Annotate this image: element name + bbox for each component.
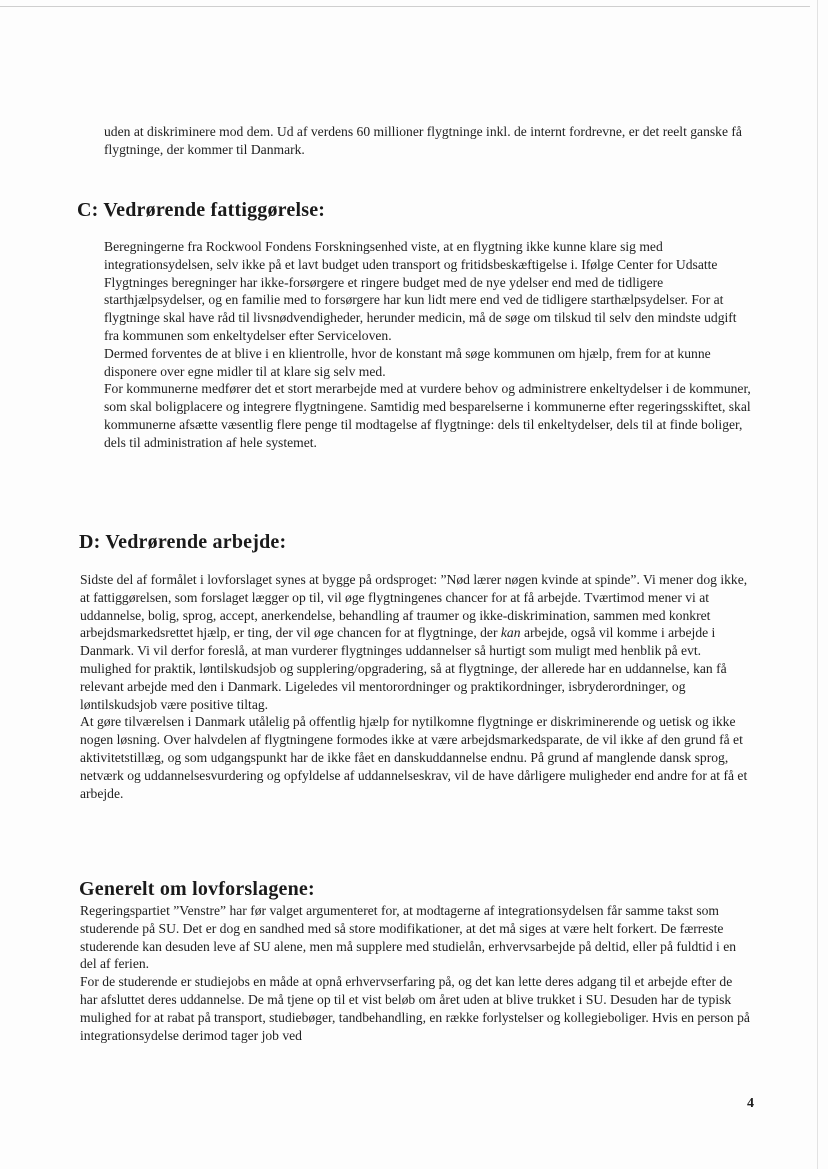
section-general-paragraph-1: Regeringspartiet ”Venstre” har før valget argumenteret for, at modtagerne af integrationsydelsen får samme takst som studerende på SU. Det er dog en sandhed med så store modifikationer, at det må siges at være helt forkert. De færreste studerende kan desuden leve af SU alene, men må supplere med studielån, erhvervsarbejde på deltid, eller på fuldtid i en del af ferien. xyxy=(80,903,737,972)
section-d-paragraph-2: At gøre tilværelsen i Danmark utålelig på offentlig hjælp for nytilkomne flygtninge er diskriminerende og uetisk og ikke nogen løsning. Over halvdelen af flygtningene formodes ikke at være arbejdsmarkedsparate, de vil ikke af den grund få et aktivitetstillæg, og som udgangspunkt har de ikke fået en danskuddannelse endnu. På grund af manglende dansk sprog, netværk og uddannelsesvurdering og opfyldelse af uddannelseskrav, vil de have dårligere muligheder end andre for at få et arbejde. xyxy=(80,714,748,801)
page-number: 4 xyxy=(747,1096,754,1111)
section-general-body xyxy=(80,902,752,1044)
section-c-paragraph-1: Beregningerne fra Rockwool Fondens Forskningsenhed viste, at en flygtning ikke kunne klare sig med integrationsydelsen, selv ikke på et lavt budget uden transport og fritidsbeskæftigelse i. Ifølge Center for Udsatte Flygtninges beregninger har ikke-forsørgere et ringere budget med de nye ydelser end med de tidligere starthjælpsydelser, og en familie med to forsørgere har kun lidt mere end ved de tidligere starthælpsydelser. For at flygtninge skal have råd til livsnødvendigheder, herunder medicin, må de søge om tilskud til selv den mindste udgift fra kommunen som enkeltydelser efter Serviceloven. xyxy=(104,239,737,343)
section-d-body xyxy=(80,571,752,802)
section-d-emphasis-kan: kan xyxy=(500,625,521,641)
intro-paragraph: uden at diskriminere mod dem. Ud af verdens 60 millioner flygtninge inkl. de internt fordrevne, er det reelt ganske få flygtninge, der kommer til Danmark. xyxy=(104,124,742,157)
section-c-paragraph-2: Dermed forventes de at blive i en klientrolle, hvor de konstant må søge kommunen om hjælp, frem for at kunne disponere over egne midler til at klare sig selv med. xyxy=(104,345,711,379)
section-general-heading: Generelt om lovforslagene: xyxy=(79,878,315,900)
scan-edge-top xyxy=(0,6,810,7)
section-d-paragraph-1-part-b: arbejde, også vil komme i arbejde i Danmark. Vi vil derfor foreslå, at man vurderer flygtninges uddannelser så hurtigt som muligt med henblik på evt. mulighed for praktik, løntilskudsjob og supplering/opgradering, så at flygtninge, der allerede har en uddannelse, kan få relevant arbejde med den i Danmark. Ligeledes vil mentorordninger og praktikordninger, isbryderordninger, og løntilskudsjob være positive tiltag. xyxy=(80,625,727,712)
section-d-paragraph-1 xyxy=(80,571,752,713)
section-c-body xyxy=(104,238,754,452)
section-c-paragraph-3: For kommunerne medfører det et stort merarbejde med at vurdere behov og administrere enkeltydelser i de kommuner, som skal boligplacere og integrere flygtningene. Samtidig med besparelserne i kommunerne efter regeringsskiftet, skal kommunerne afsætte væsentlig flere penge til modtagelse af flygtninge: dels til enkeltydelser, dels til at finde boliger, dels til administration af hele systemet. xyxy=(104,381,751,450)
section-c-heading: C: Vedrørende fattiggørelse: xyxy=(77,199,326,221)
section-d-heading: D: Vedrørende arbejde: xyxy=(79,531,287,553)
section-general-paragraph-2: For de studerende er studiejobs en måde at opnå erhvervserfaring på, og det kan lette deres adgang til et arbejde efter de har afsluttet deres uddannelse. De må tjene op til et vist beløb om året uden at blive trukket i SU. Desuden har de typisk mulighed for at rabat på transport, studiebøger, tandbehandling, en række forlystelser og kollegieboliger. Hvis en person på integrationsydelse derimod tager job ved xyxy=(80,974,750,1043)
scan-edge-right xyxy=(817,0,818,1169)
section-d-paragraph-1-part-a: Sidste del af formålet i lovforslaget synes at bygge på ordsproget: ”Nød lærer nøgen kvinde at spinde”. Vi mener dog ikke, at fattiggørelsen, som forslaget lægger op til, vil øge flygtningenes chancer for at få arbejde. Tværtimod mener vi at uddannelse, bolig, sprog, accept, anerkendelse, behandling af traumer og ikke-diskrimination, sammen med konkret arbejdsmarkedsrettet hjælp, er ting, der vil øge chancen for at flygtninge, der xyxy=(80,572,748,641)
